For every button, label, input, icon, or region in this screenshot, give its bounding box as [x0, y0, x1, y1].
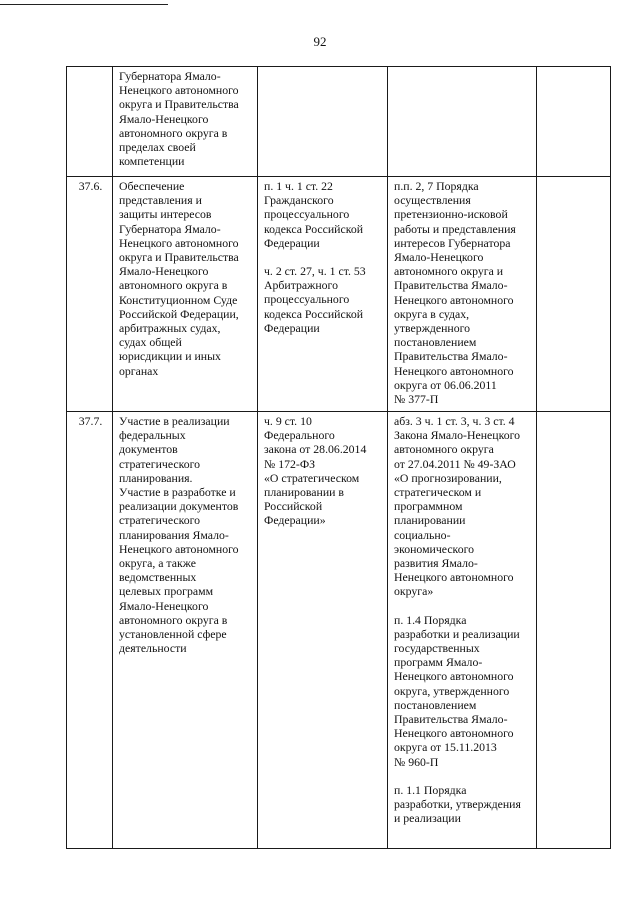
cell-text-line: № 960-П	[394, 754, 439, 769]
cell-text-line: и реализации	[394, 811, 461, 826]
cell-text-line: ч. 2 ст. 27, ч. 1 ст. 53	[264, 264, 366, 279]
cell-text-line: утвержденного	[394, 321, 471, 336]
cell-text-line: № 377-П	[394, 392, 439, 407]
cell-text-line: округа, а также	[119, 556, 196, 571]
table-row	[67, 67, 611, 177]
cell-text-line: осуществления	[394, 193, 471, 208]
cell-text-line: Губернатора Ямало-	[119, 69, 221, 83]
cell-text-line: округа»	[394, 584, 434, 599]
cell-text-line: стратегического	[119, 456, 201, 471]
cell-text-line: Арбитражного	[264, 278, 338, 293]
cell-text-line: ч. 9 ст. 10	[264, 414, 312, 428]
cell-text-line: развития Ямало-	[394, 556, 478, 571]
cell-text-line: процессуального	[264, 292, 350, 307]
header-rule	[0, 4, 168, 5]
cell-text-line: Федерации	[264, 320, 320, 335]
cell-text-line: интересов Губернатора	[394, 235, 511, 250]
table-row	[67, 412, 611, 849]
cell-text-line: «О прогнозировании,	[394, 470, 502, 485]
cell-text-line: от 27.04.2011 № 49-ЗАО	[394, 456, 516, 471]
cell-text-line: Ненецкого автономного	[119, 235, 239, 250]
cell-text-line: Ненецкого автономного	[394, 570, 514, 585]
cell-text-line: разработки, утверждения	[394, 797, 521, 812]
cell-text-line: Российской Федерации,	[119, 306, 239, 321]
cell-text-line: Правительства Ямало-	[394, 349, 508, 364]
cell-text-line: пределах своей	[119, 140, 196, 155]
cell-text-line: установленной сфере	[119, 627, 227, 642]
cell-text-line: компетенции	[119, 154, 185, 169]
paragraph-gap	[394, 599, 532, 613]
row-number: 37.6.	[67, 177, 113, 412]
legal-basis-cell	[258, 177, 388, 412]
cell-text-line: автономного округа в	[119, 125, 228, 140]
cell-text-line: Участие в реализации	[119, 414, 230, 428]
authority-table	[66, 66, 611, 849]
cell-text-line: п.п. 2, 7 Порядка	[394, 179, 479, 193]
cell-text-line: планировании	[394, 513, 466, 528]
cell-text-line: Конституционном Суде	[119, 292, 238, 307]
cell-text-line: судах общей	[119, 335, 182, 350]
cell-text-line: Федерации	[264, 235, 320, 250]
cell-text-line: п. 1.1 Порядка	[394, 782, 467, 797]
cell-text-line: кодекса Российской	[264, 221, 364, 236]
cell-text-line: автономного округа в	[119, 612, 228, 627]
cell-text-line: работы и представления	[394, 221, 516, 236]
cell-text-line: Ненецкого автономного	[394, 669, 514, 684]
cell-text-line: Правительства Ямало-	[394, 278, 508, 293]
cell-text-line: планирования Ямало-	[119, 527, 229, 542]
cell-text-line: «О стратегическом	[264, 470, 360, 485]
cell-text-line: Ямало-Ненецкого	[119, 111, 209, 126]
cell-text-line: Ненецкого автономного	[394, 292, 514, 307]
cell-text-line: Ненецкого автономного	[394, 363, 514, 378]
cell-text-line: деятельности	[119, 641, 187, 656]
row-number	[67, 67, 113, 177]
cell-text-line: защиты интересов	[119, 207, 212, 222]
cell-text-line: Ненецкого автономного	[119, 83, 239, 98]
cell-text-line: юрисдикции и иных	[119, 349, 221, 364]
extra-cell	[537, 177, 611, 412]
cell-text-line: претензионно-исковой	[394, 207, 508, 222]
cell-text-line: округа от 15.11.2013	[394, 740, 497, 755]
paragraph-gap	[394, 769, 532, 783]
cell-text-line: кодекса Российской	[264, 306, 364, 321]
subject-cell	[113, 177, 258, 412]
page-number: 92	[313, 34, 327, 49]
cell-text-line: социально-	[394, 527, 451, 542]
cell-text-line: Ненецкого автономного	[394, 726, 514, 741]
cell-text-line: стратегического	[119, 513, 201, 528]
cell-text-line: п. 1.4 Порядка	[394, 612, 467, 627]
cell-text-line: п. 1 ч. 1 ст. 22	[264, 179, 333, 193]
cell-text-line: процессуального	[264, 207, 350, 222]
cell-text-line: Ненецкого автономного	[119, 541, 239, 556]
cell-text-line: округа и Правительства	[119, 250, 239, 265]
cell-text-line: документов	[119, 442, 178, 457]
cell-text-line: программном	[394, 499, 463, 514]
cell-text-line: Федерального	[264, 428, 335, 443]
row-number: 37.7.	[67, 412, 113, 849]
cell-text-line: округа и Правительства	[119, 97, 239, 112]
table-body	[67, 67, 611, 849]
cell-text-line: программ Ямало-	[394, 655, 483, 670]
cell-text-line: представления и	[119, 193, 202, 208]
cell-text-line: абз. 3 ч. 1 ст. 3, ч. 3 ст. 4	[394, 414, 515, 428]
cell-text-line: округа, утвержденного	[394, 683, 510, 698]
subject-cell	[113, 412, 258, 849]
legal-basis-cell	[258, 67, 388, 177]
cell-text-line: ведомственных	[119, 570, 197, 585]
cell-text-line: государственных	[394, 641, 480, 656]
extra-cell	[537, 412, 611, 849]
cell-text-line: постановлением	[394, 335, 477, 350]
cell-text-line: экономического	[394, 541, 475, 556]
cell-text-line: реализации документов	[119, 499, 239, 514]
extra-cell	[537, 67, 611, 177]
paragraph-gap	[264, 250, 383, 264]
cell-text-line: Обеспечение	[119, 179, 185, 193]
table-row	[67, 177, 611, 412]
procedure-cell	[388, 67, 537, 177]
cell-text-line: Ямало-Ненецкого	[394, 250, 484, 265]
cell-text-line: № 172-ФЗ	[264, 456, 316, 471]
cell-text-line: закона от 28.06.2014	[264, 442, 367, 457]
cell-text-line: автономного округа	[394, 442, 494, 457]
subject-cell	[113, 67, 258, 177]
cell-text-line: автономного округа в	[119, 278, 228, 293]
cell-text-line: Губернатора Ямало-	[119, 221, 221, 236]
cell-text-line: Российской	[264, 499, 323, 514]
cell-text-line: планировании в	[264, 485, 344, 500]
cell-text-line: Правительства Ямало-	[394, 712, 508, 727]
cell-text-line: Федерации»	[264, 513, 326, 528]
cell-text-line: органах	[119, 363, 159, 378]
cell-text-line: округа в судах,	[394, 306, 470, 321]
cell-text-line: Гражданского	[264, 193, 334, 208]
cell-text-line: планирования.	[119, 470, 193, 485]
cell-text-line: Ямало-Ненецкого	[119, 264, 209, 279]
procedure-cell	[388, 412, 537, 849]
cell-text-line: разработки и реализации	[394, 626, 520, 641]
cell-text-line: постановлением	[394, 697, 477, 712]
cell-text-line: арбитражных судах,	[119, 321, 221, 336]
legal-basis-cell	[258, 412, 388, 849]
cell-text-line: автономного округа и	[394, 264, 504, 279]
cell-text-line: стратегическом и	[394, 485, 482, 500]
cell-text-line: Закона Ямало-Ненецкого	[394, 428, 521, 443]
cell-text-line: округа от 06.06.2011	[394, 377, 497, 392]
cell-text-line: Ямало-Ненецкого	[119, 598, 209, 613]
cell-text-line: Участие в разработке и	[119, 485, 236, 500]
procedure-cell	[388, 177, 537, 412]
cell-text-line: федеральных	[119, 428, 186, 443]
cell-text-line: целевых программ	[119, 584, 214, 599]
